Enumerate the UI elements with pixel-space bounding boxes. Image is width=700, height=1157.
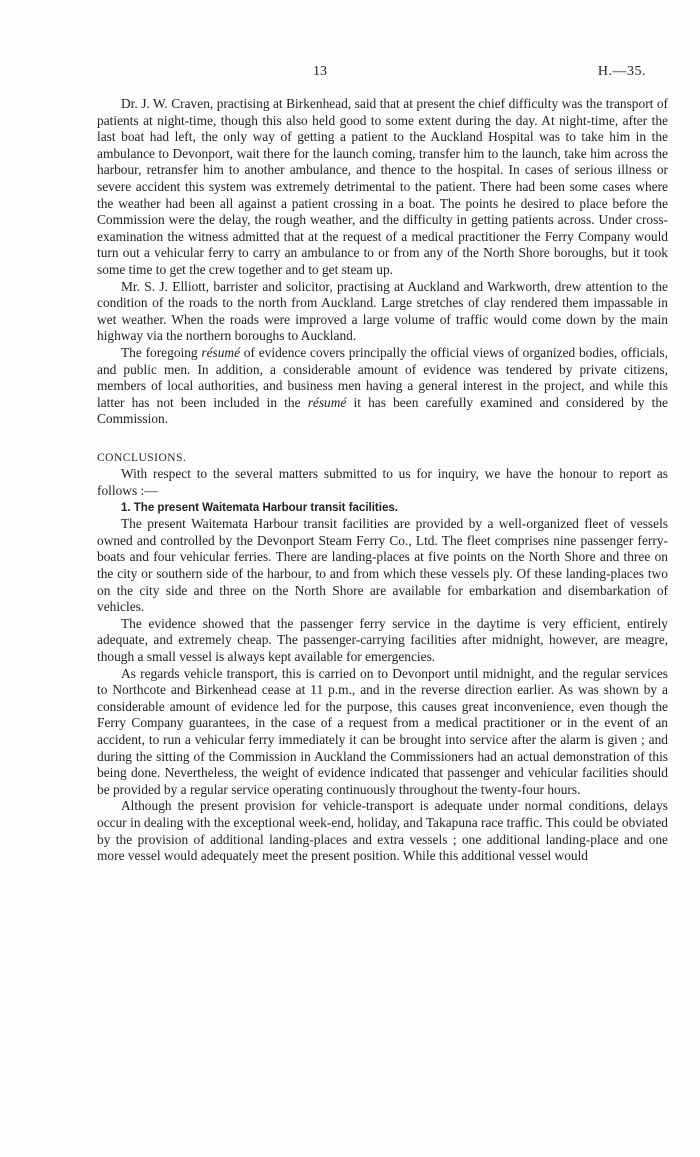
resume-text-3: it has been carefully examined and considered by the Commission. — [97, 394, 669, 427]
resume-text-2: of evidence covers principally the official views of organized bodies, officials, and public men. In addition, a considerable amount of evidence was tendered by private citizens, members of local authorities, and business men having a general interest in the project, and while this latter has not been included in the — [97, 344, 668, 410]
paragraph-additional-facilities: Although the present provision for vehicle-transport is adequate under normal conditions, delays occur in dealing with the exceptional week-end, holiday, and Takapuna race traffic. This could be obviated by the provision of additional landing-places and extra vessels ; one additional landing-place and one more vessel would adequately meet the present position. While this additional vessel would — [97, 798, 668, 864]
section-1-heading: 1. The present Waitemata Harbour transit facilities. — [121, 501, 398, 514]
page-number: 13 — [313, 64, 327, 79]
conclusions-heading: CONCLUSIONS. — [97, 451, 187, 464]
paragraph-elliott: Mr. S. J. Elliott, barrister and solicitor, practising at Auckland and Warkworth, drew attention to the condition of the roads to the north from Auckland. Large stretches of clay rendered them impassable in wet weather. When the roads were improved a large volume of traffic would come down by the main highway via the northern boroughs to Auckland. — [97, 278, 668, 344]
resume-italic-2: résumé — [307, 394, 347, 410]
page-body — [97, 96, 668, 865]
paragraph-craven: Dr. J. W. Craven, practising at Birkenhead, said that at present the chief difficulty was the transport of patients at night-time, though this also held good to some extent during the day. At night-time, after the last boat had left, the only way of getting a patient to the Auckland Hospital was to take him in the ambulance to Devonport, wait there for the launch coming, transfer him to the launch, take him across the harbour, retransfer him to another ambulance, and thence to the hospital. In cases of serious illness or severe accident this system was extremely detrimental to the patient. There had been some cases where the weather had been all against a patient crossing in a boat. The points he desired to place before the Commission were the delay, the rough weather, and the difficulty in getting patients across. Under cross-examination the witness admitted that at the request of a medical practitioner the Ferry Company would turn out a vehicular ferry to carry an ambulance to or from any of the North Shore boroughs, but it took some time to get the crew together and to get steam up. — [97, 96, 668, 277]
paragraph-vehicle-transport: As regards vehicle transport, this is carried on to Devonport until midnight, and the regular services to Northcote and Birkenhead cease at 11 p.m., and in the reverse direction earlier. As was shown by a considerable amount of evidence led for the purpose, this causes great inconvenience, even though the Ferry Company guarantees, in the case of a request from a medical practitioner or in the event of an accident, to run a vehicular ferry immediately it can be brought into service after the alarm is given ; and during the sitting of the Commission in Auckland the Commissioners had an actual demonstration of this being done. Nevertheless, the weight of evidence indicated that passenger and vehicular facilities should be provided by a regular service operating continuously throughout the twenty-four hours. — [97, 665, 668, 797]
document-reference: H.—35. — [597, 64, 646, 79]
page-header — [97, 64, 660, 84]
paragraph-passenger-service: The evidence showed that the passenger ferry service in the daytime is very efficient, entirely adequate, and extremely cheap. The passenger-carrying facilities after midnight, however, are meagre, though a small vessel is always kept available for emergencies. — [97, 615, 668, 664]
paragraph-fleet: The present Waitemata Harbour transit facilities are provided by a well-organized fleet of vessels owned and controlled by the Devonport Steam Ferry Co., Ltd. The fleet comprises nine passenger ferry-boats and four vehicular ferries. There are landing-places at five points on the North Shore and three on the city or southern side of the harbour, to and from which these vessels ply. Of these landing-places two on the city side and three on the North Shore are available for embarkation and disembarkation of vehicles. — [97, 516, 668, 615]
intro-paragraph: With respect to the several matters submitted to us for inquiry, we have the honour to report as follows :— — [97, 466, 668, 499]
resume-italic-1: résumé — [201, 344, 241, 360]
resume-text-1: The foregoing — [121, 344, 202, 360]
paragraph-resume — [97, 345, 668, 428]
